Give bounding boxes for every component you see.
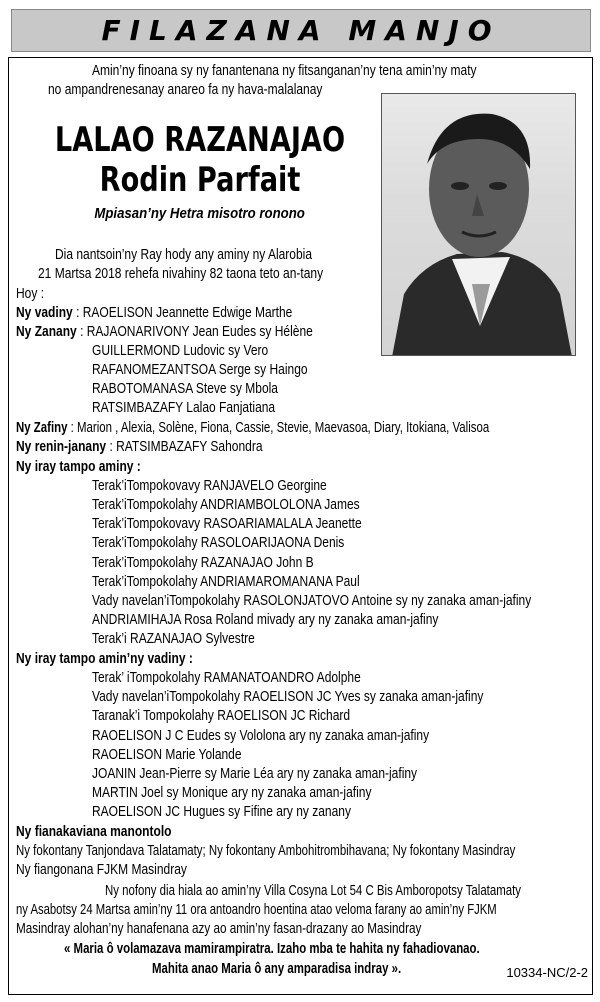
renin-janany-line — [16, 438, 263, 456]
zafiny-text: : Marion , Alexia, Solène, Fiona, Cassie, Stevie, Maevasoa, Diary, Itokiana, Valisoa — [67, 420, 490, 436]
name-block — [0, 120, 400, 200]
iray-tampo-vadiny-item: RAOELISON J C Eudes sy Vololona ary ny zanaka aman-jafiny — [92, 728, 430, 744]
deceased-name: LALAO RAZANAJAO — [54, 120, 346, 160]
zanany-item: RAFANOMEZANTSOA Serge sy Haingo — [92, 362, 308, 378]
iray-tampo-vadiny-item: Vady navelan’iTompokolahy RAOELISON JC Yves sy zanaka aman-jafiny — [92, 689, 484, 705]
zanany-line — [16, 323, 313, 341]
iray-tampo-vadiny-item: RAOELISON Marie Yolande — [92, 747, 242, 763]
iray-tampo-vadiny-item: RAOELISON JC Hugues sy Fifine ary ny zanany — [92, 804, 351, 820]
notice-header — [11, 9, 591, 52]
renin-janany-label: Ny renin-janany — [16, 439, 107, 455]
notice-title: FILAZANA MANJO — [101, 14, 501, 47]
deceased-role-line — [0, 205, 400, 223]
funeral-line-3: Masindray alohan’ny hanafenana azy ao amin’ny fasan-drazany ao Masindray — [16, 921, 422, 937]
iray-tampo-vadiny-item: JOANIN Jean-Pierre sy Marie Léa ary ny zanaka aman-jafiny — [92, 766, 418, 782]
iray-tampo-item: Terak’iTompokolahy ANDRIAMAROMANANA Paul — [92, 574, 360, 590]
portrait-illustration — [382, 94, 576, 356]
deceased-given-names: Rodin Parfait — [99, 160, 301, 200]
death-line-2: 21 Martsa 2018 rehefa nivahiny 82 taona teto an-tany — [38, 266, 324, 282]
iray-tampo-item: Terak’iTompokolahy RAZANAJAO John B — [92, 555, 314, 571]
reference-code: 10334-NC/2-2 — [506, 965, 588, 980]
iray-tampo-item: Terak’iTompokovavy RANJAVELO Georgine — [92, 478, 327, 494]
iray-tampo-item: Terak’iTompokolahy RASOLOARIJAONA Denis — [92, 535, 345, 551]
death-line-1: Dia nantsoin’ny Ray hody any aminy ny Alarobia — [55, 247, 313, 263]
vadiny-text: : RAOELISON Jeannette Edwige Marthe — [72, 305, 293, 321]
vadiny-label: Ny vadiny — [16, 305, 73, 321]
iray-tampo-item: Terak’iTompokovavy RASOARIAMALALA Jeanette — [92, 516, 362, 532]
portrait-photo — [381, 93, 576, 356]
fianakaviana-line: Ny fokontany Tanjondava Talatamaty; Ny fokontany Ambohitrombihavana; Ny fokontany Masindray — [16, 843, 516, 859]
renin-janany-text: : RATSIMBAZAFY Sahondra — [106, 439, 263, 455]
iray-tampo-item: Vady navelan’iTompokolahy RASOLONJATOVO Antoine sy ny zanaka aman-jafiny — [92, 593, 532, 609]
fianakaviana-label: Ny fianakaviana manontolo — [16, 824, 172, 840]
funeral-line-2: ny Asabotsy 24 Martsa amin’ny 11 ora antoandro hoentina atao veloma farany ao amin’ny FJKM — [16, 902, 497, 918]
deceased-role: Mpiasan’ny Hetra — [94, 205, 205, 222]
iray-tampo-label: Ny iray tampo aminy : — [16, 459, 141, 475]
zafiny-label: Ny Zafiny — [16, 420, 68, 436]
iray-tampo-item: Terak’iTompokolahy ANDRIAMBOLOLONA James — [92, 497, 360, 513]
zafiny-line — [16, 419, 489, 437]
zanany-first: : RAJAONARIVONY Jean Eudes sy Hélène — [76, 324, 313, 340]
fianakaviana-line: Ny fiangonana FJKM Masindray — [16, 862, 187, 878]
zanany-item: RATSIMBAZAFY Lalao Fanjatiana — [92, 400, 276, 416]
zanany-item: RABOTOMANASA Steve sy Mbola — [92, 381, 278, 397]
zanany-label: Ny Zanany — [16, 324, 77, 340]
funeral-line-1: Ny nofony dia hiala ao amin’ny Villa Cosyna Lot 54 C Bis Amboropotsy Talatamaty — [105, 883, 521, 899]
prayer-line-2: Mahita anao Maria ô any amparadisa indray ». — [152, 961, 402, 977]
hoy-label: Hoy : — [16, 286, 45, 302]
prayer-line-1: « Maria ô volamazava mamirampiratra. Izaho mba te hahita ny fahadiovanao. — [64, 941, 480, 957]
zanany-item: GUILLERMOND Ludovic sy Vero — [92, 343, 269, 359]
iray-tampo-vadiny-label: Ny iray tampo amin’ny vadiny : — [16, 651, 193, 667]
iray-tampo-vadiny-item: Taranak’i Tompokolahy RAOELISON JC Richard — [92, 708, 351, 724]
vadiny-line — [16, 304, 292, 322]
iray-tampo-item: Terak’i RAZANAJAO Sylvestre — [92, 631, 255, 647]
iray-tampo-item: ANDRIAMIHAJA Rosa Roland mivady ary ny zanaka aman-jafiny — [92, 612, 439, 628]
intro-line-2: no ampandrenesanay anareo fa ny hava-malalanay — [48, 82, 323, 98]
intro-line-1: Amin’ny finoana sy ny fanantenana ny fitsanganan’ny tena amin’ny maty — [92, 63, 477, 79]
deceased-role-status: misotro ronono — [207, 205, 306, 222]
iray-tampo-vadiny-item: MARTIN Joel sy Monique ary ny zanaka aman-jafiny — [92, 785, 372, 801]
iray-tampo-vadiny-item: Terak’ iTompokolahy RAMANATOANDRO Adolphe — [92, 670, 361, 686]
